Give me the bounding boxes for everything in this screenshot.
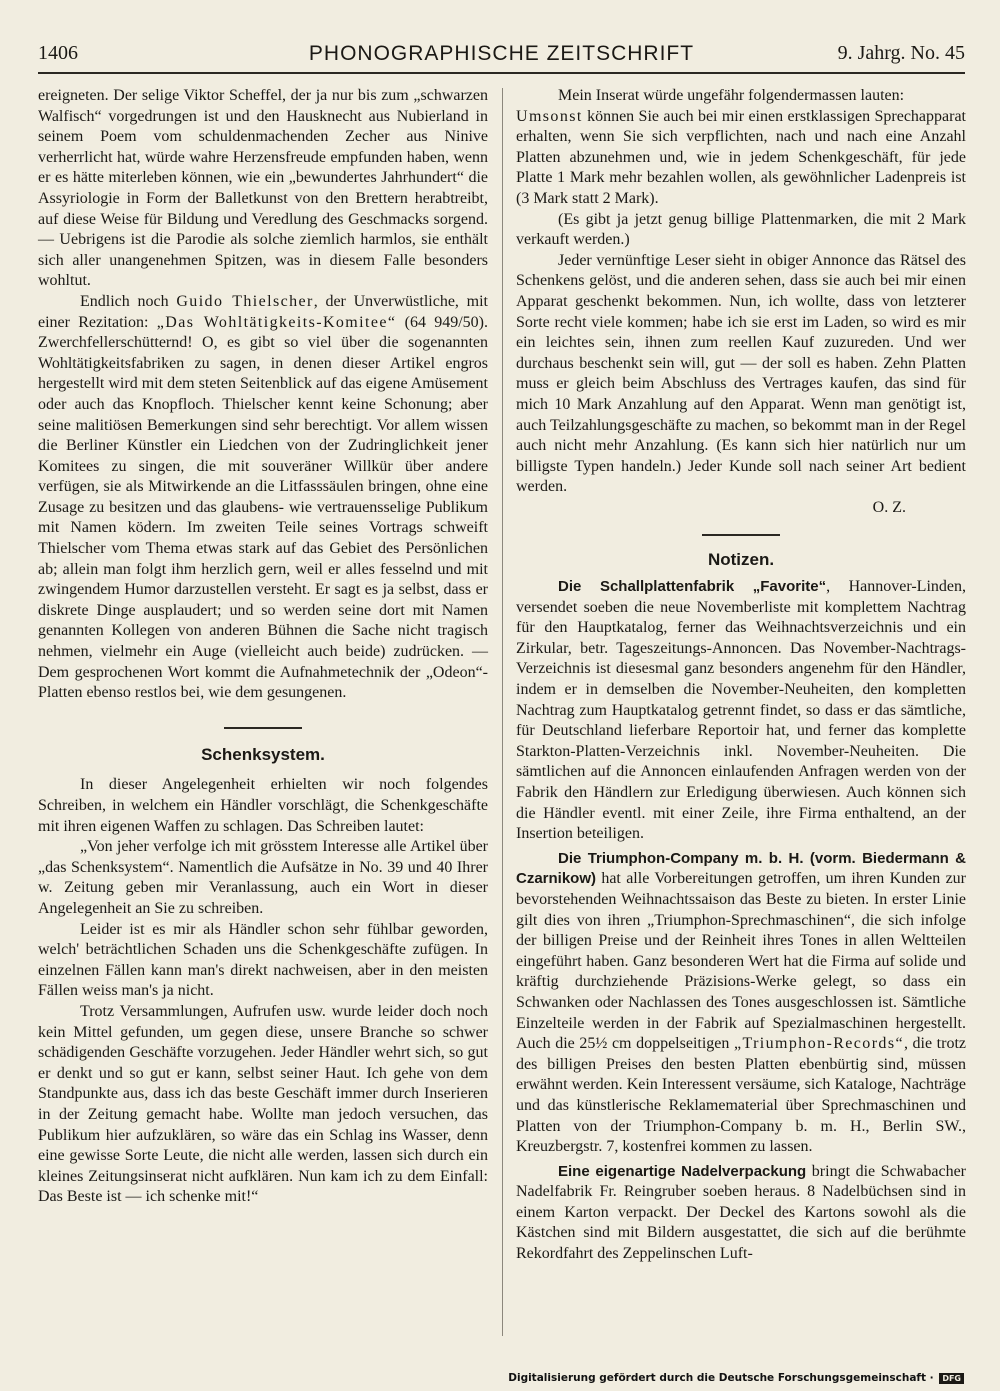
paragraph: ereigneten. Der selige Viktor Scheffel, der ja nur bis zum „schwarzen Walfisch“ vorgedrungen ist und den Hausknecht aus Nubierland in seinem Poem vom schuldenmachenden Zecher aus Ninive verherrlicht hat, würde wahre Herzensfreude empfunden haben, wenn er es hätte miterleben können, wie ein „bewundertes Jahrhundert“ die Assyriologie in Form der Balletkunst von den Brettern herabtreibt, auf diese Weise für Bildung und Veredlung des Geschmacks sorgend. — Uebrigens ist die Parodie als solche ziemlich harmlos, sie enthält sich aller unangenehmen Spitzen, was in diesem Falle besonders wohltut. (38, 87, 488, 290)
issue-label: 9. Jahrg. No. 45 (837, 42, 965, 64)
section-heading-notizen: Notizen. (707, 550, 775, 570)
paragraph: Trotz Versammlungen, Aufrufen usw. wurde leider doch noch kein Mittel gefunden, um gegen diese, unsere Branche so schwer schädigenden Geschäfte vorzugehen. Jeder Händler wehrt sich, so gut er denkt und so gut er kann, selbst seiner Haut. Ich gehe von dem Standpunkte aus, dass ich das beste Geschäft immer durch Inserieren in der Zeitung gemacht habe. Wollte man jedoch versuchen, das Publikum hier aufzuklären, so wäre das ein Schlag ins Wasser, denn eine gewisse Sorte Leute, die nicht alle werden, lassen sich durch ein kleines Zeitungsinserat nicht aufklären. Nun kam ich zu dem Einfall: Das Beste ist — ich schenke mit!“ (38, 1002, 488, 1206)
performer-name: Guido Thielscher (176, 292, 314, 310)
recitation-title: „Das Wohltätigkeits-Komitee“ (156, 313, 397, 331)
digitization-credit: Digitalisierung gefördert durch die Deutsche Forschungsgemeinschaft · DFG (508, 1372, 964, 1384)
publication-title: PHONOGRAPHISCHE ZEITSCHRIFT (308, 42, 695, 65)
dfg-logo-icon: DFG (939, 1373, 964, 1384)
notice-triumphon: Die Triumphon-Company m. b. H. (vorm. Biedermann & Czarnikow) hat alle Vorbereitungen getroffen, um ihren Kunden zur bevorstehenden Weihnachtssaison das Beste zu bieten. In erster Linie gilt dies von ihren „Triumphon-Sprechmaschinen“, die sich infolge der billigen Preise und der Reinheit ihres Tones in allen Weltteilen eingeführt haben. Ganz besonderen Wert hat die Firma auf solide und kräftig durchziehende Präzisions-Werke gelegt, so dass ein Schwanken oder Nachlassen des Tones ausgeschlossen ist. Sämtliche Einzelteile werden in der Fabrik auf Spezialmaschinen hergestellt. Auch die 25½ cm doppelseitigen „Triumphon-Records“, die trotz des billigen Preises den besten Platten ebenbürtig sind, müssen erwähnt werden. Kein Interessent versäume, sich Kataloge, Nachträge und das künstlerische Reklamematerial über Sprechmaschinen und Platten von der Triumphon-Company b. m. H., Berlin SW., Kreuzbergstr. 7, kostenfrei kommen zu lassen. (516, 849, 966, 1156)
paragraph: (Es gibt ja jetzt genug billige Plattenmarken, die mit 2 Mark verkauft werden.) (516, 210, 966, 249)
paragraph-thielscher: Endlich noch Guido Thielscher, der Unverwüstliche, mit einer Rezitation: „Das Wohltätigkeits-Komitee“ (64 949/50). Zwerchfellerschütternd! O, es gibt so viel über die sogenannten Wohltätigkeitsfabriken zu sagen, in denen dieser Artikel engros hergestellt wird mit dem steten Seitenblick auf das eigene Amüsement oder auch das Knopfloch. Thielscher kennt keine Schonung; aber seine malitiösen Bemerkungen sind sehr berechtigt. Vor allem wissen die Berliner Künstler ein Liedchen von der Zudringlichkeit jener Komitees zu singen, die mit souveräner Willkür über andere verfügen, sie als Mitwirkende an die Litfasssäulen bringen, ohne eine Zusage zu besitzen und das glaubens- wie vertrauensselige Publikum mit Namen ködern. Im zweiten Teile seines Vortrags schweift Thielscher vom Thema etwas stark auf das Gebiet des Persönlichen ab; allein man folgt ihm herzlich gern, weil er alles fesselnd und mit zwingendem Humor darzustellen versteht. Er sagt es ja selbst, dass er diskrete Dinge ausplaudert; und so werden seine dort mit Namen genannten Kollegen von anderen Bühnen die Sache nicht tragisch nehmen, vielmehr ein Auge (vielleicht auch beide) zudrücken. — Dem gesprochenen Wort kommt die Aufnahmetechnik der „Odeon“-Platten ebenso restlos bei, wie dem gesungenen. (38, 292, 489, 702)
notice-nadelverpackung: Eine eigenartige Nadelverpackung bringt die Schwabacher Nadelfabrik Fr. Reingruber soeben heraus. 8 Nadelbüchsen sind in einem Karton verpackt. Der Deckel des Kartons sowohl als die Kästchen sind mit Bildern ausgestattet, die sich auf die berühmte Rekordfahrt des Zeppelinschen Luft- (516, 1162, 966, 1263)
paragraph: Leider ist es mir als Händler schon sehr fühlbar geworden, welch' beträchtlichen Schaden uns die Schenkgeschäfte zufügen. In einzelnen Fällen kann man's direkt nachweisen, aber in den meisten Fällen weiss man's ja nicht. (38, 920, 488, 1000)
product-name: „Triumphon-Records“ (733, 1035, 904, 1053)
section-heading-schenksystem: Schenksystem. (201, 744, 325, 764)
left-column (38, 86, 488, 1208)
paragraph: Mein Inserat würde ungefähr folgendermassen lauten: (558, 87, 905, 104)
paragraph: In dieser Angelegenheit erhielten wir noch folgendes Schreiben, in welchem ein Händler vorschlägt, die Schenkgeschäfte mit ihren eigenen Waffen zu schlagen. Das Schreiben lautet: (38, 776, 488, 835)
emphasis-umsonst: Umsonst (516, 107, 583, 125)
notice-favorite: Die Schallplattenfabrik „Favorite“, Hannover-Linden, versendet soeben die neue Novemberliste mit komplettem Nachtrag für den Hauptkatalog, ferner das Weihnachtsverzeichnis und ein Zirkular, betr. Tageszeitungs-Annoncen. Das November-Nachtrags-Verzeichnis ist diesesmal ganz besonders angenehm für den Händler, indem er in demselben die November-Neuheiten, den kompletten Nachtrag zum Hauptkatalog getrennt findet, so dass er das sämtliche, für Deutschland lieferbare Reportoir hat, und ferner das komplette Starkton-Platten-Verzeichnis inkl. November-Neuheiten. Die sämtlichen auf die Annoncen einlaufenden Anfragen werden von der Fabrik den Händlern zur Erledigung überwiesen. Auch können sich die Händler eventl. mit einer Zeile, ihre Firma enthaltend, an der Insertion beteiligen. (516, 578, 967, 843)
paragraph: „Von jeher verfolge ich mit grösstem Interesse alle Artikel über „das Schenksystem“. Namentlich die Aufsätze in No. 39 und 40 Ihrer w. Zeitung geben mir Veranlassung, auch ein Wort in dieser Angelegenheit an Sie zu schreiben. (38, 838, 488, 917)
page-number: 1406 (38, 42, 78, 64)
page-header (38, 38, 965, 74)
column-divider (502, 88, 503, 1336)
right-column (516, 86, 966, 1265)
paragraph: Jeder vernünftige Leser sieht in obiger Annonce das Rätsel des Schenkens gelöst, und die anderen sehen, dass sie auch bei mir einen Apparat geschenkt bekommen. Nun, ich wollte, dass von letzterer Sorte recht viele kommen; habe ich sie erst im Laden, so wird es mir ein leichtes sein, ihnen zum reellen Kauf zuzureden. Und wer durchaus beschenkt sein will, gut — der soll es haben. Zehn Platten muss er gleich beim Abschluss des Vertrages kaufen, das sind für mich 10 Mark Anzahlung auf den Apparat. Wenn man genötigt ist, auch Teilzahlungsgeschäfte zu machen, so bekommt man in der Regel auch nicht mehr Anzahlung. (Es kann sich hier natürlich nur um billigste Typen handeln.) Jeder Kunde soll nach seiner Art bedient werden. (516, 251, 966, 496)
author-signature: O. Z. (872, 498, 906, 516)
company-name: Die Triumphon-Company m. b. H. (vorm. Biedermann & Czarnikow) (516, 849, 966, 888)
headline-phrase: Eine eigenartige Nadelverpackung (558, 1162, 807, 1180)
company-name: Die Schallplattenfabrik „Favorite“ (558, 578, 827, 596)
advert-text: Umsonst können Sie auch bei mir einen erstklassigen Sprechapparat erhalten, wenn Sie sich verpflichten, nach und nach eine Anzahl Platten abzunehmen und, wie in jedem Schenkgeschäft, für jede Platte 1 Mark mehr bezahlen wollen, als gewöhnlicher Ladenpreis ist (3 Mark statt 2 Mark). (516, 107, 966, 207)
